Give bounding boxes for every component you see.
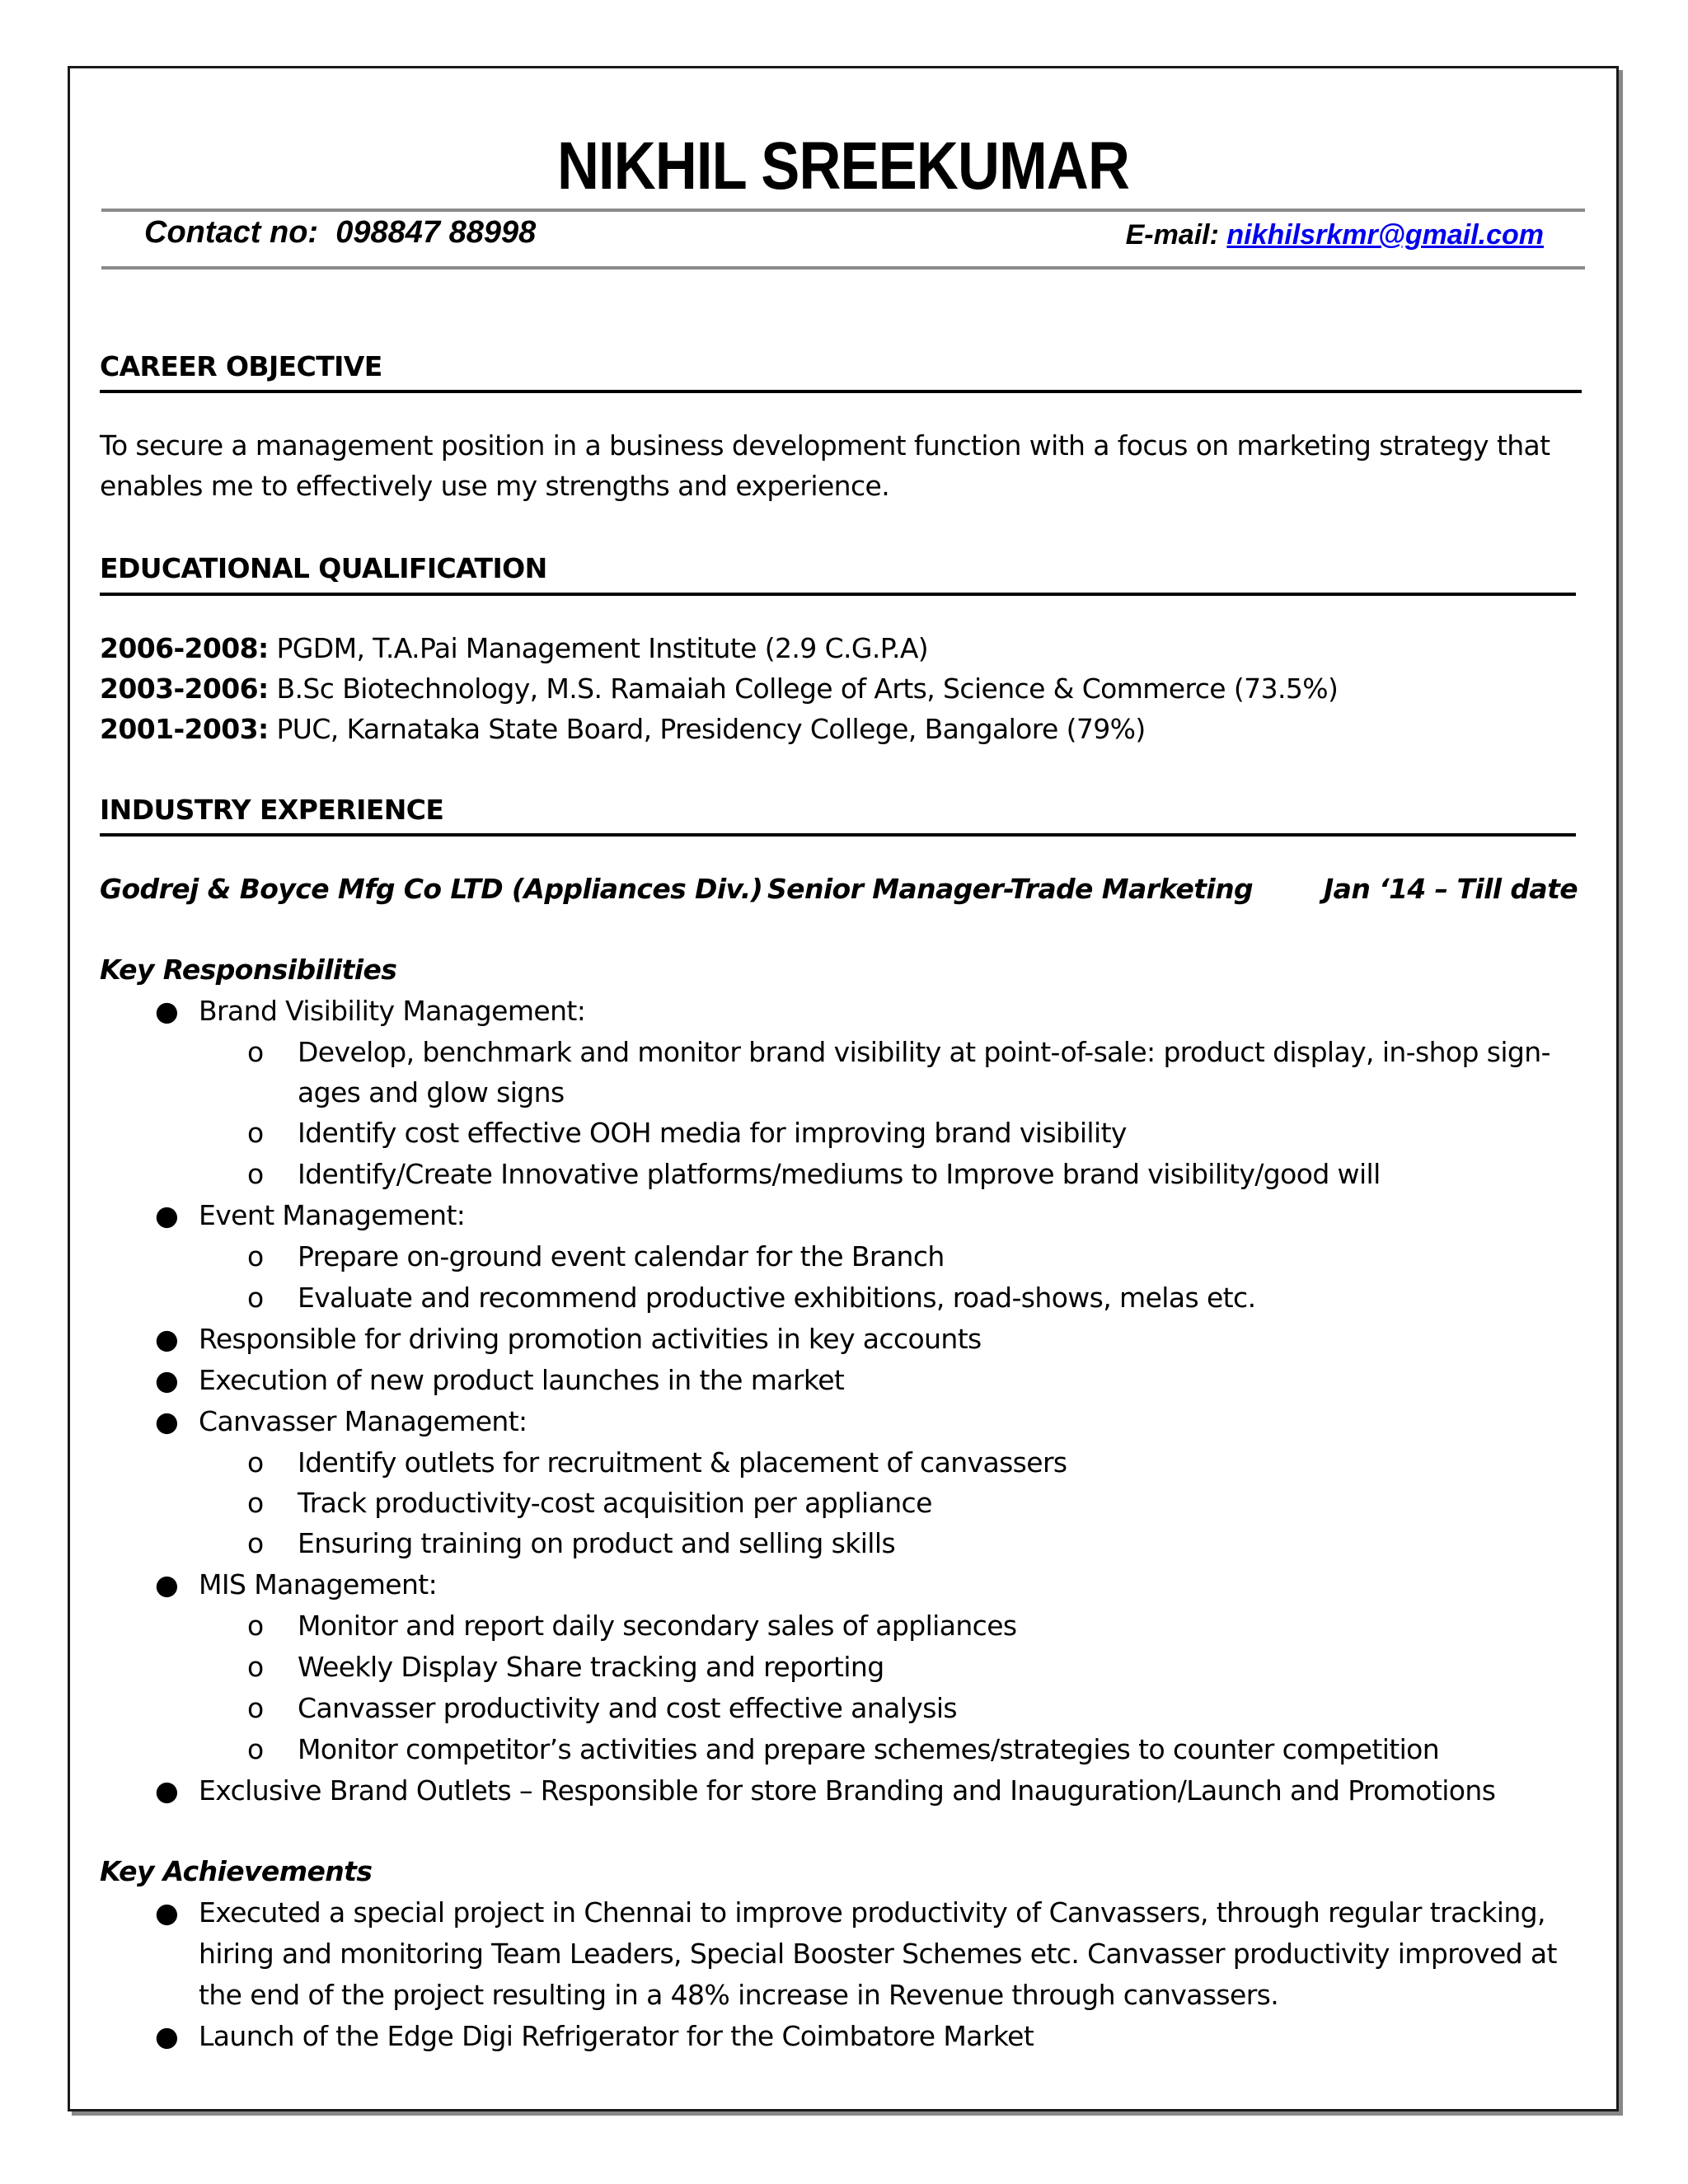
responsibility-subitem: Ensuring training on product and selling skills (298, 1527, 896, 1559)
email-link[interactable]: nikhilsrkmr@gmail.com (1226, 219, 1544, 251)
bullet-icon: ● (155, 1405, 179, 1437)
education-years: 2001-2003: (100, 713, 269, 745)
responsibility-subitem: Evaluate and recommend productive exhibitions, road-shows, melas etc. (298, 1282, 1256, 1314)
experience-heading: INDUSTRY EXPERIENCE (100, 794, 444, 826)
candidate-name: NIKHIL SREEKUMAR (556, 129, 1130, 204)
responsibility-subitem: Monitor competitor’s activities and prepare schemes/strategies to counter competition (298, 1733, 1440, 1765)
responsibility-subitem: Identify cost effective OOH media for improving brand visibility (298, 1117, 1127, 1149)
circle-bullet-icon: o (247, 1117, 264, 1149)
responsibility-subitem: Monitor and report daily secondary sales of appliances (298, 1610, 1017, 1642)
education-detail: B.Sc Biotechnology, M.S. Ramaiah College of Arts, Science & Commerce (73.5%) (276, 673, 1339, 705)
circle-bullet-icon: o (247, 1733, 264, 1765)
circle-bullet-icon: o (247, 1692, 264, 1724)
bullet-icon: ● (155, 1774, 179, 1807)
responsibilities-heading: Key Responsibilities (100, 954, 397, 986)
responsibility-subitem: Prepare on-ground event calendar for the Branch (298, 1240, 945, 1272)
header-bottom-rule (101, 266, 1585, 269)
responsibility-item: Brand Visibility Management: (199, 995, 586, 1027)
bullet-icon: ● (155, 995, 179, 1027)
education-rule (100, 593, 1576, 596)
bullet-icon: ● (155, 1323, 179, 1355)
career-objective-heading: CAREER OBJECTIVE (100, 350, 382, 382)
education-item (100, 632, 928, 664)
education-item (100, 673, 1338, 705)
achievements-heading: Key Achievements (100, 1855, 373, 1887)
education-heading: EDUCATIONAL QUALIFICATION (100, 552, 547, 584)
bullet-icon: ● (155, 1364, 179, 1396)
responsibility-item: MIS Management: (199, 1568, 438, 1601)
circle-bullet-icon: o (247, 1487, 264, 1519)
achievement-line: Executed a special project in Chennai to improve productivity of Canvassers, through regular tracking, (199, 1896, 1545, 1929)
education-item (100, 713, 1146, 745)
achievement-line: the end of the project resulting in a 48% increase in Revenue through canvassers. (199, 1979, 1279, 2011)
resume-page (68, 66, 1619, 2111)
responsibility-subitem: Identify outlets for recruitment & placement of canvassers (298, 1446, 1067, 1479)
bullet-icon: ● (155, 1199, 179, 1231)
contact-line (144, 215, 536, 251)
responsibility-subitem: Weekly Display Share tracking and reporting (298, 1651, 884, 1683)
objective-line-2: enables me to effectively use my strengths and experience. (100, 470, 890, 502)
education-detail: PUC, Karnataka State Board, Presidency College, Bangalore (79%) (276, 713, 1146, 745)
responsibility-item: Exclusive Brand Outlets – Responsible for store Branding and Inauguration/Launch and Promotions (199, 1774, 1496, 1807)
email-line (1126, 219, 1544, 251)
responsibility-subitem-cont: ages and glow signs (298, 1076, 565, 1108)
responsibility-subitem: Canvasser productivity and cost effective analysis (298, 1692, 957, 1724)
bullet-icon: ● (155, 1568, 179, 1601)
circle-bullet-icon: o (247, 1651, 264, 1683)
contact-number: 098847 88998 (335, 215, 537, 250)
bullet-icon: ● (155, 2020, 179, 2052)
circle-bullet-icon: o (247, 1446, 264, 1479)
circle-bullet-icon: o (247, 1527, 264, 1559)
responsibility-subitem: Develop, benchmark and monitor brand visibility at point-of-sale: product display, in-shop sign- (298, 1036, 1550, 1068)
email-label: E-mail: (1125, 219, 1219, 251)
education-years: 2003-2006: (100, 673, 269, 705)
career-objective-rule (100, 390, 1582, 393)
circle-bullet-icon: o (247, 1610, 264, 1642)
job-role: Senior Manager-Trade Marketing (767, 873, 1254, 905)
responsibility-item: Responsible for driving promotion activities in key accounts (199, 1323, 982, 1355)
responsibility-item: Event Management: (199, 1199, 466, 1231)
achievement-line: hiring and monitoring Team Leaders, Special Booster Schemes etc. Canvasser productivity improved at (199, 1938, 1557, 1970)
responsibility-item: Execution of new product launches in the market (199, 1364, 845, 1396)
job-period: Jan ‘14 – Till date (1324, 873, 1578, 905)
bullet-icon: ● (155, 1896, 179, 1929)
education-detail: PGDM, T.A.Pai Management Institute (2.9 C.G.P.A) (276, 632, 929, 664)
contact-label: Contact no: (144, 215, 319, 250)
experience-rule (100, 833, 1576, 837)
objective-line-1: To secure a management position in a business development function with a focus on marketing strategy that (100, 429, 1550, 462)
responsibility-subitem: Track productivity-cost acquisition per appliance (298, 1487, 932, 1519)
achievement-item: Launch of the Edge Digi Refrigerator for the Coimbatore Market (199, 2020, 1034, 2052)
responsibility-subitem: Identify/Create Innovative platforms/mediums to Improve brand visibility/good will (298, 1158, 1381, 1190)
responsibility-item: Canvasser Management: (199, 1405, 528, 1437)
circle-bullet-icon: o (247, 1036, 264, 1068)
circle-bullet-icon: o (247, 1282, 264, 1314)
circle-bullet-icon: o (247, 1240, 264, 1272)
education-years: 2006-2008: (100, 632, 269, 664)
circle-bullet-icon: o (247, 1158, 264, 1190)
header-top-rule (101, 209, 1585, 212)
company-name: Godrej & Boyce Mfg Co LTD (Appliances Div.) (100, 873, 763, 905)
